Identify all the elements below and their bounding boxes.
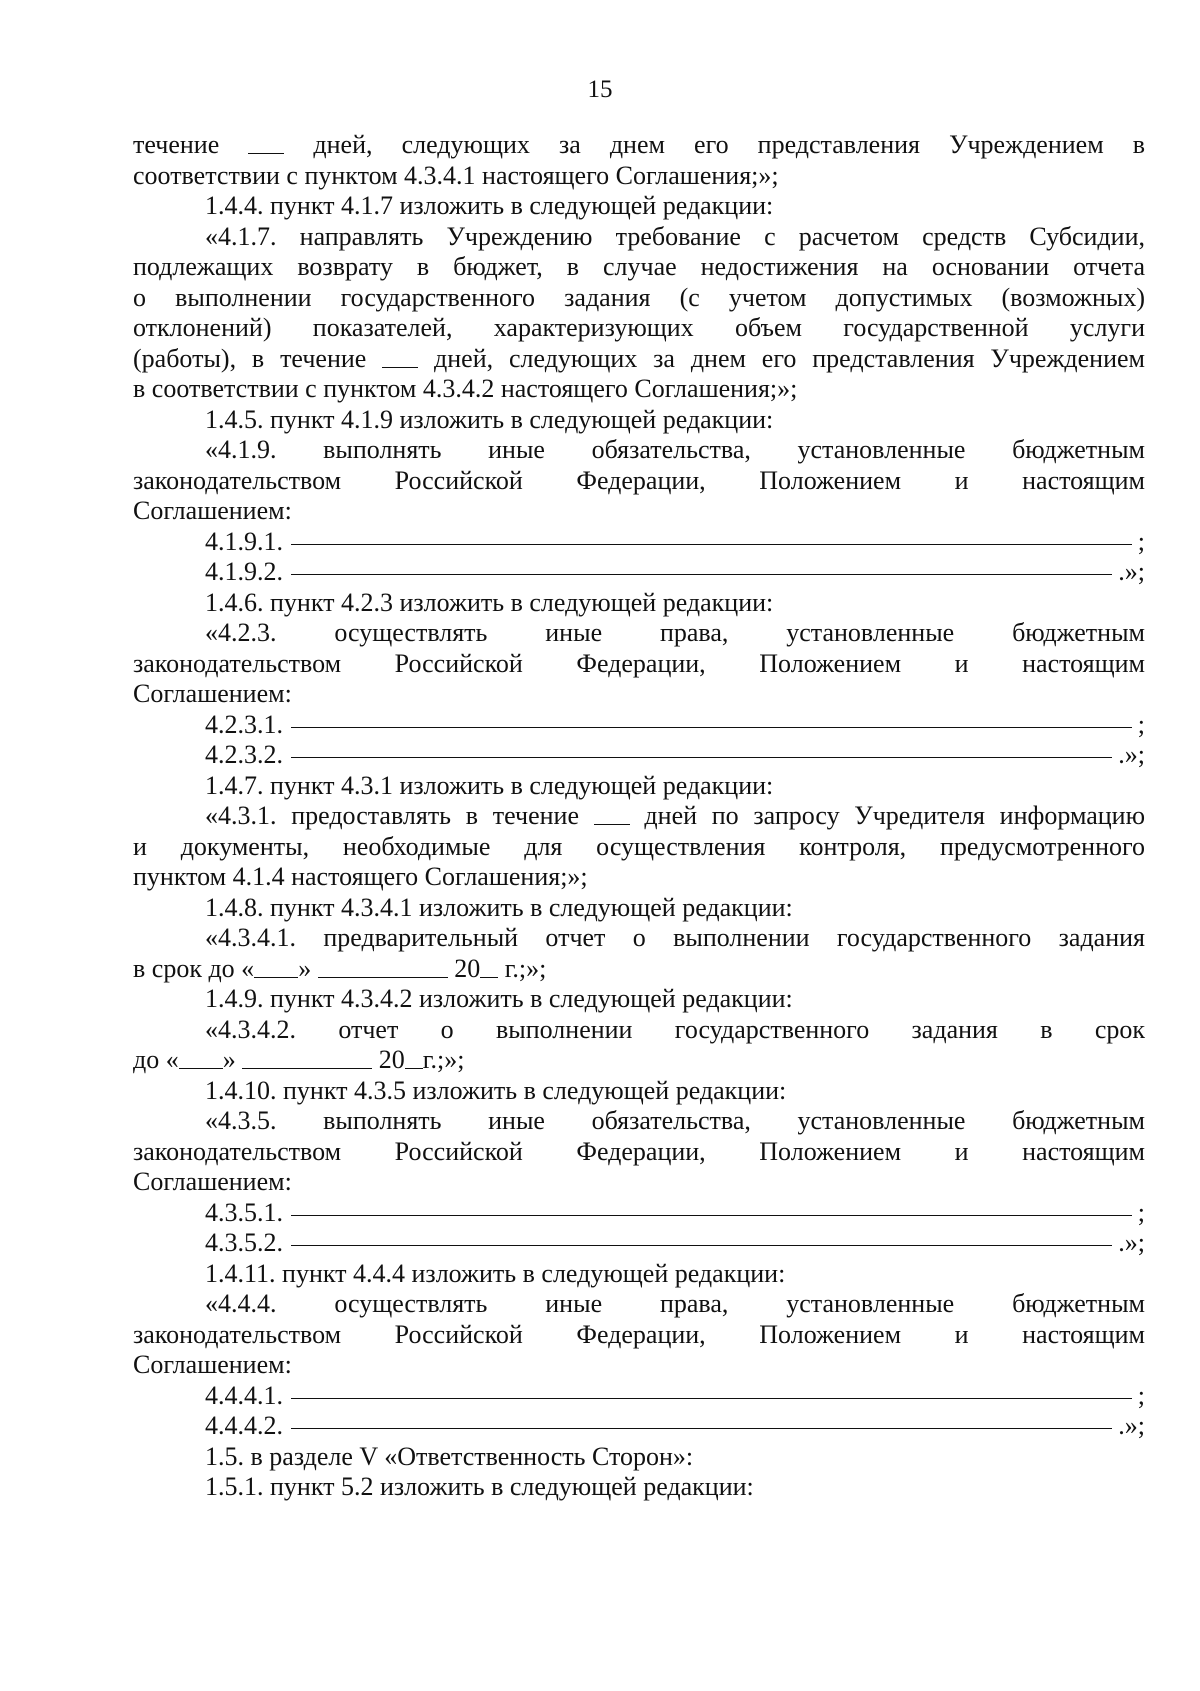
text-line: подлежащих возврату в бюджет, в случае недостижения на основании отчета [133,252,1145,281]
text-line: «4.3.4.2. отчет о выполнении государственного задания в срок [205,1014,1145,1044]
text-line: Соглашением: [133,1167,292,1196]
fill-in-line: 4.2.3.2. .»; [205,740,1145,769]
text-line: «4.1.7. направлять Учреждению требование с расчетом средств Субсидии, [205,221,1145,251]
text-line: течение дней, следующих за днем его представления Учреждением в [133,130,1146,159]
text-line: пунктом 4.1.4 настоящего Соглашения;»; [133,862,588,891]
clause-heading: 1.4.4. пункт 4.1.7 изложить в следующей редакции: [205,191,774,220]
clause-heading: 1.4.7. пункт 4.3.1 изложить в следующей редакции: [205,770,774,800]
page-number: 15 [587,76,613,103]
clause-heading: 1.4.8. пункт 4.3.4.1 изложить в следующей редакции: [205,892,793,922]
text-line: Соглашением: [133,679,292,708]
text-line: «4.4.4. осуществлять иные права, установленные бюджетным [205,1289,1145,1318]
blank-rule [291,544,1132,545]
section-heading: 1.5. в разделе V «Ответственность Сторон»: [205,1441,694,1471]
blank-rule [291,727,1132,728]
text-line: «4.3.5. выполнять иные обязательства, установленные бюджетным [205,1106,1145,1135]
text-line: законодательством Российской Федерации, Положением и настоящим [133,648,1145,678]
blank-day [254,955,298,978]
blank-month [318,955,448,978]
text-line: о выполнении государственного задания (с учетом допустимых (возможных) [133,282,1145,312]
text-line: отклонений) показателей, характеризующих объем государственной услуги [133,313,1145,342]
clause-heading: 1.4.5. пункт 4.1.9 изложить в следующей редакции: [205,404,774,434]
blank-field [382,345,418,368]
clause-heading: 1.5.1. пункт 5.2 изложить в следующей редакции: [205,1472,754,1501]
text-line: «4.2.3. осуществлять иные права, установленные бюджетным [205,618,1145,647]
text-line: Соглашением: [133,1350,292,1379]
text-line: «4.1.9. выполнять иные обязательства, установленные бюджетным [205,435,1145,464]
clause-heading: 1.4.6. пункт 4.2.3 изложить в следующей редакции: [205,587,774,617]
fill-in-line: 4.4.4.2. .»; [205,1411,1145,1440]
text-line: Соглашением: [133,496,292,525]
fill-in-line: 4.3.5.1. ; [205,1197,1145,1227]
blank-rule [291,757,1112,758]
blank-day [179,1046,223,1069]
blank-rule [291,1215,1132,1216]
fill-in-line: 4.1.9.1. ; [205,526,1145,556]
fill-in-line: 4.3.5.2. .»; [205,1228,1145,1257]
text-line: «4.3.4.1. предварительный отчет о выполнении государственного задания [205,923,1145,952]
text-line: законодательством Российской Федерации, Положением и настоящим [133,1136,1145,1166]
clause-heading: 1.4.11. пункт 4.4.4 изложить в следующей редакции: [205,1258,786,1288]
document-body [133,130,1145,1503]
text-line: в соответствии с пунктом 4.3.4.2 настоящего Соглашения;»; [133,374,798,403]
fill-in-line: 4.4.4.1. ; [205,1380,1145,1410]
blank-rule [291,1428,1112,1429]
text-line: соответствии с пунктом 4.3.4.1 настоящего Соглашения;»; [133,160,779,190]
clause-heading: 1.4.9. пункт 4.3.4.2 изложить в следующей редакции: [205,984,793,1013]
blank-rule [291,574,1112,575]
fill-in-line: 4.2.3.1. ; [205,709,1145,739]
text-line: и документы, необходимые для осуществления контроля, предусмотренного [133,831,1145,861]
blank-year [480,955,498,978]
date-line: в срок до « » 20 г.;»; [133,953,547,983]
fill-in-line: 4.1.9.2. .»; [205,557,1145,586]
blank-month [242,1046,372,1069]
text-line: законодательством Российской Федерации, Положением и настоящим [133,465,1145,495]
blank-year [405,1046,423,1069]
clause-heading: 1.4.10. пункт 4.3.5 изложить в следующей редакции: [205,1075,787,1105]
blank-rule [291,1398,1132,1399]
text-line: (работы), в течение дней, следующих за днем его представления Учреждением [133,343,1145,373]
blank-rule [291,1245,1112,1246]
blank-field [594,802,630,825]
blank-field [248,131,284,154]
text-line: законодательством Российской Федерации, Положением и настоящим [133,1319,1145,1349]
date-line: до « » 20 г.;»; [133,1045,465,1074]
text-line: «4.3.1. предоставлять в течение дней по запросу Учредителя информацию [205,801,1146,830]
